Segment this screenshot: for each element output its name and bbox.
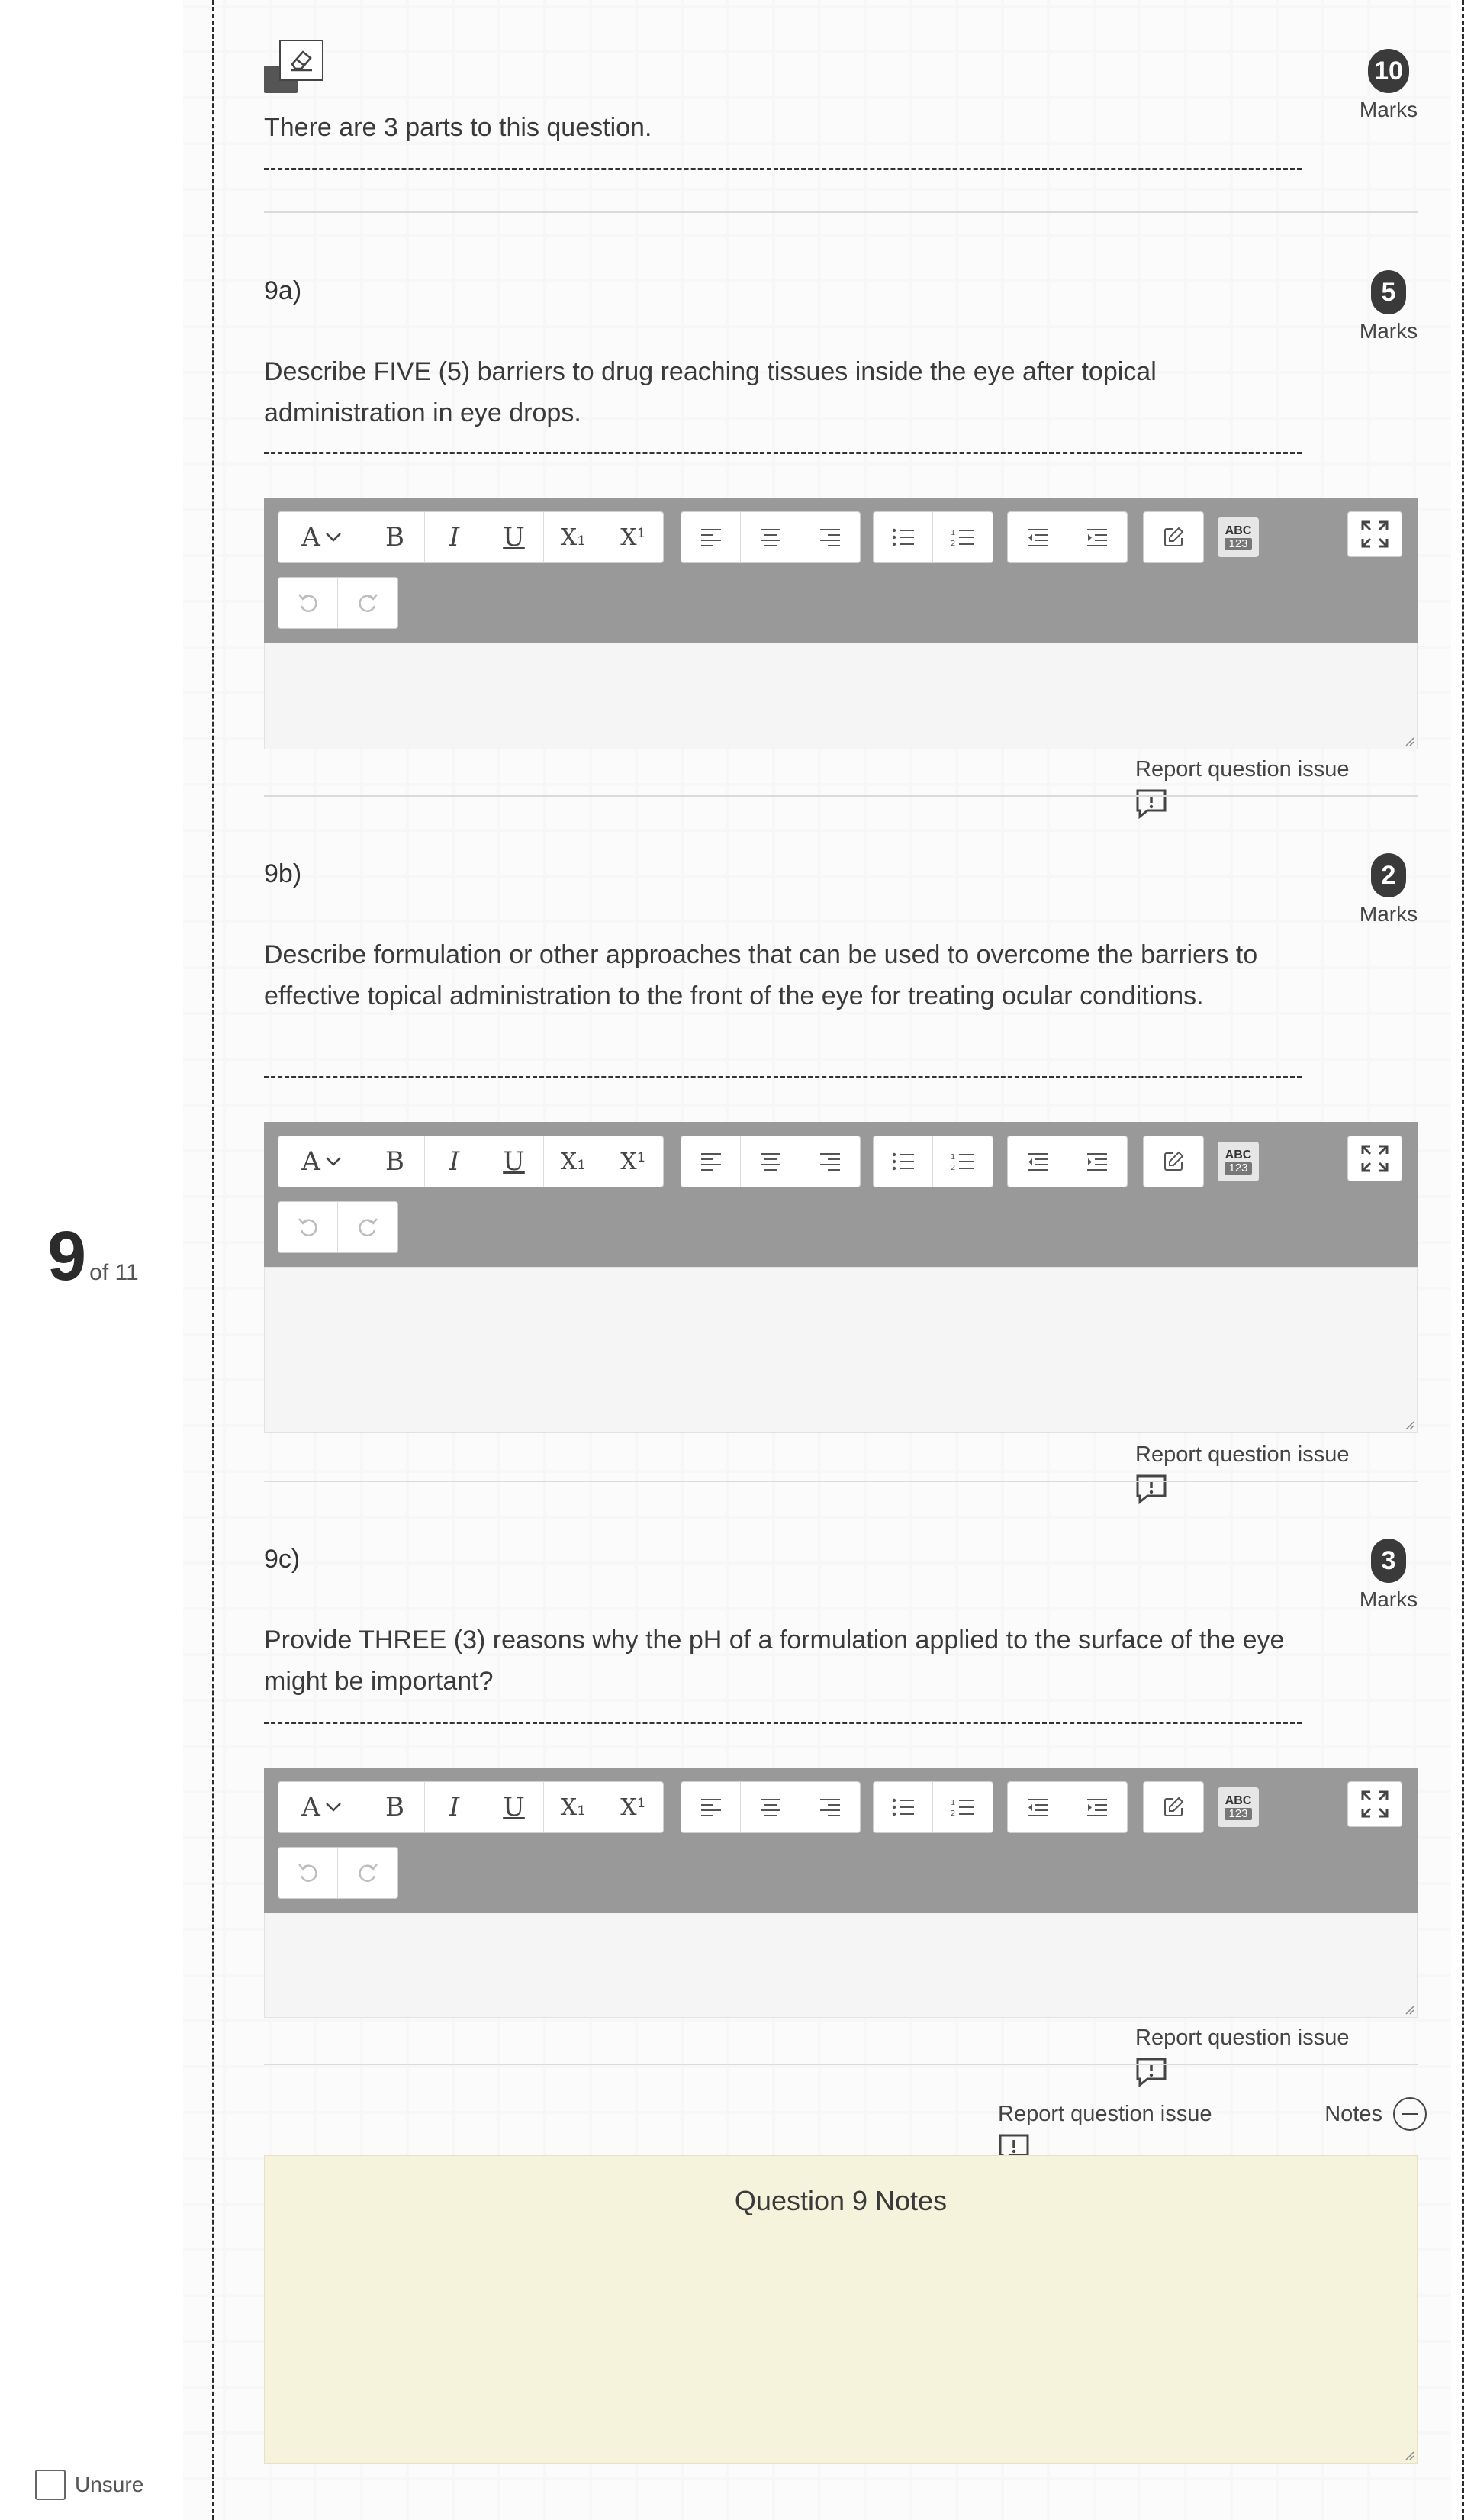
underline-button[interactable]: U (484, 1136, 544, 1187)
notes-toggle-label: Notes (1324, 2101, 1382, 2126)
bullet-list-icon (891, 527, 916, 547)
notes-title: Question 9 Notes (734, 2185, 948, 2216)
spellcheck-button[interactable] (1218, 517, 1259, 557)
dashed-rule (264, 1722, 1302, 1724)
report-issue-link[interactable] (1135, 1442, 1350, 1504)
font-label: A (301, 1146, 320, 1177)
indent-button[interactable] (1067, 1782, 1127, 1832)
undo-icon (297, 591, 320, 614)
align-left-button[interactable] (681, 1782, 741, 1832)
font-label: A (301, 1792, 320, 1822)
marks-label: Marks (1359, 1587, 1418, 1611)
question-notes-panel[interactable] (264, 2155, 1418, 2464)
align-right-button[interactable] (800, 1782, 860, 1832)
undo-button[interactable] (278, 578, 338, 628)
divider (264, 2064, 1418, 2065)
chevron-down-icon (325, 532, 342, 543)
indent-icon (1086, 1152, 1109, 1171)
outdent-button[interactable] (1008, 1136, 1067, 1187)
align-right-icon (819, 1797, 842, 1817)
draw-button[interactable] (1144, 1782, 1203, 1832)
align-right-button[interactable] (800, 1136, 860, 1187)
font-dropdown-button[interactable] (278, 512, 365, 562)
spellcheck-button[interactable] (1218, 1787, 1259, 1827)
fullscreen-icon (1360, 1789, 1390, 1819)
numbered-list-icon (951, 1152, 975, 1171)
fullscreen-button[interactable] (1347, 511, 1402, 557)
redo-button[interactable] (338, 1848, 397, 1898)
spellcheck-icon (1218, 1142, 1259, 1181)
list-group (873, 1781, 993, 1833)
svg-text:1: 1 (951, 1799, 956, 1807)
numbered-list-button[interactable] (933, 512, 993, 562)
spellcheck-top: ABC (1225, 1149, 1252, 1162)
indent-group (1007, 511, 1128, 563)
history-group (278, 1201, 398, 1253)
bold-button[interactable]: B (365, 1782, 425, 1832)
answer-textarea[interactable] (264, 1267, 1418, 1433)
part-label: 9c) (264, 1545, 301, 1574)
part-question-text: Provide THREE (3) reasons why the pH of a formulation applied to the surface of the eye might be important? (264, 1626, 1285, 1696)
bullet-list-icon (891, 1797, 916, 1817)
report-issue-icon (1135, 1474, 1167, 1504)
spellcheck-icon (1218, 517, 1259, 557)
chevron-down-icon (325, 1156, 342, 1167)
indent-icon (1086, 527, 1109, 547)
undo-icon (297, 1861, 320, 1884)
answer-editor (264, 498, 1418, 749)
part-marks (1358, 853, 1419, 926)
question-number: 9 (47, 1217, 84, 1295)
format-group (278, 1781, 664, 1833)
redo-icon (356, 591, 379, 614)
dashed-rule (264, 168, 1302, 170)
list-group (873, 1136, 993, 1187)
align-center-icon (759, 527, 782, 547)
chevron-down-icon (325, 1802, 342, 1813)
underline-button[interactable]: U (484, 1782, 544, 1832)
draw-group (1143, 1781, 1204, 1833)
editor-toolbar (264, 1768, 1418, 1913)
dashed-rule (264, 1076, 1302, 1078)
redo-icon (356, 1861, 379, 1884)
report-issue-label: Report question issue (1135, 2025, 1350, 2050)
report-issue-icon (1135, 2057, 1167, 2087)
question-total: of 11 (89, 1260, 139, 1285)
part-marks (1358, 270, 1419, 343)
list-group (873, 511, 993, 563)
outdent-button[interactable] (1008, 512, 1067, 562)
svg-text:2: 2 (951, 1164, 956, 1171)
svg-text:2: 2 (951, 1809, 956, 1817)
subscript-button[interactable]: X₁ (544, 512, 603, 562)
resize-grip-icon[interactable] (1403, 2449, 1415, 2461)
align-left-icon (700, 1797, 723, 1817)
align-right-button[interactable] (800, 512, 860, 562)
format-group (278, 511, 664, 563)
align-group (681, 1781, 861, 1833)
superscript-button[interactable]: X¹ (620, 524, 646, 551)
spellcheck-icon (1218, 1787, 1259, 1827)
report-issue-label: Report question issue (1135, 1442, 1350, 1467)
font-dropdown-button[interactable] (278, 1136, 365, 1187)
format-group (278, 1136, 664, 1187)
report-issue-label: Report question issue (1135, 757, 1350, 781)
undo-icon (297, 1216, 320, 1239)
indent-group (1007, 1136, 1128, 1187)
font-dropdown-button[interactable] (278, 1782, 365, 1832)
numbered-list-icon (951, 527, 975, 547)
align-right-icon (819, 527, 842, 547)
redo-button[interactable] (338, 1202, 397, 1252)
italic-button[interactable]: I (425, 512, 484, 562)
marks-badge: 2 (1371, 853, 1406, 897)
marks-label: Marks (1359, 319, 1418, 343)
bullet-list-icon (891, 1152, 916, 1171)
draw-group (1143, 511, 1204, 563)
redo-button[interactable] (338, 578, 397, 628)
editor-toolbar (264, 498, 1418, 643)
outdent-icon (1026, 1797, 1049, 1817)
svg-text:1: 1 (951, 1153, 956, 1162)
answer-editor (264, 1122, 1418, 1433)
eraser-icon[interactable] (264, 40, 328, 95)
part-question-text: Describe FIVE (5) barriers to drug reaching tissues inside the eye after topical administration in eye drops. (264, 357, 1157, 427)
report-question-issue-link[interactable] (998, 2102, 1212, 2164)
align-center-button[interactable] (741, 512, 800, 562)
align-center-button[interactable] (741, 1782, 800, 1832)
history-group (278, 577, 398, 629)
spellcheck-bottom: 123 (1225, 1162, 1251, 1175)
unsure-label: Unsure (75, 2473, 144, 2496)
numbered-list-button[interactable] (933, 1782, 993, 1832)
font-label: A (301, 522, 320, 553)
question-counter (47, 1217, 139, 1295)
collapse-icon[interactable] (1393, 2097, 1427, 2131)
resize-grip-icon[interactable] (1403, 2003, 1415, 2016)
italic-button[interactable]: I (425, 1782, 484, 1832)
edit-icon (1162, 1796, 1185, 1819)
italic-button[interactable]: I (425, 1136, 484, 1187)
fullscreen-button[interactable] (1347, 1781, 1402, 1827)
report-issue-link[interactable] (1135, 757, 1350, 819)
superscript-button[interactable]: X¹ (620, 1793, 646, 1821)
answer-textarea[interactable] (264, 1913, 1418, 2018)
draw-button[interactable] (1144, 1136, 1203, 1187)
unsure-toggle[interactable] (35, 2470, 143, 2500)
spellcheck-top: ABC (1225, 1794, 1252, 1807)
marks-label: Marks (1359, 902, 1418, 926)
align-left-button[interactable] (681, 512, 741, 562)
question-intro: There are 3 parts to this question. (264, 113, 652, 142)
bold-button[interactable]: B (365, 512, 425, 562)
draw-button[interactable] (1144, 512, 1203, 562)
outdent-button[interactable] (1008, 1782, 1067, 1832)
notes-toggle[interactable] (1324, 2097, 1427, 2131)
part-question-text: Describe formulation or other approaches that can be used to overcome the barriers to effective topical administration to the front of the eye for treating ocular conditions. (264, 940, 1258, 1010)
part-label: 9a) (264, 276, 302, 305)
bullet-list-button[interactable] (874, 1782, 933, 1832)
indent-icon (1086, 1797, 1109, 1817)
draw-group (1143, 1136, 1204, 1187)
svg-text:1: 1 (951, 529, 956, 537)
align-left-icon (700, 527, 723, 547)
report-issue-icon (1135, 788, 1167, 819)
outdent-icon (1026, 1152, 1049, 1171)
outdent-icon (1026, 527, 1049, 547)
underline-button[interactable]: U (484, 512, 544, 562)
report-issue-link[interactable] (1135, 2025, 1350, 2087)
fullscreen-button[interactable] (1347, 1136, 1402, 1181)
redo-icon (356, 1216, 379, 1239)
marks-badge: 5 (1371, 270, 1406, 314)
align-group (681, 511, 861, 563)
marks-label: Marks (1359, 98, 1418, 121)
report-issue-label: Report question issue (998, 2102, 1212, 2126)
undo-button[interactable] (278, 1202, 338, 1252)
align-left-icon (700, 1152, 723, 1171)
unsure-checkbox[interactable] (35, 2470, 66, 2500)
align-center-button[interactable] (741, 1136, 800, 1187)
divider (264, 211, 1418, 213)
editor-toolbar (264, 1122, 1418, 1267)
question-marks (1358, 49, 1419, 122)
svg-text:2: 2 (951, 540, 956, 547)
align-center-icon (759, 1797, 782, 1817)
marks-badge: 10 (1368, 49, 1409, 93)
subscript-button[interactable]: X₁ (544, 1136, 603, 1187)
spellcheck-bottom: 123 (1225, 1808, 1251, 1820)
undo-button[interactable] (278, 1848, 338, 1898)
bullet-list-button[interactable] (874, 512, 933, 562)
edit-icon (1162, 526, 1185, 549)
marks-badge: 3 (1371, 1539, 1406, 1583)
answer-editor (264, 1768, 1418, 2018)
part-marks (1358, 1539, 1419, 1612)
align-center-icon (759, 1152, 782, 1171)
bullet-list-button[interactable] (874, 1136, 933, 1187)
indent-group (1007, 1781, 1128, 1833)
numbered-list-icon (951, 1797, 975, 1817)
part-label: 9b) (264, 859, 302, 888)
spellcheck-bottom: 123 (1225, 538, 1251, 550)
align-group (681, 1136, 861, 1187)
divider (264, 795, 1418, 797)
fullscreen-icon (1360, 1143, 1390, 1174)
bold-button[interactable]: B (365, 1136, 425, 1187)
fullscreen-icon (1360, 519, 1390, 549)
edit-icon (1162, 1150, 1185, 1173)
subscript-button[interactable]: X₁ (544, 1782, 603, 1832)
resize-grip-icon[interactable] (1403, 735, 1415, 747)
margin-line-left (212, 0, 214, 2520)
spellcheck-top: ABC (1225, 524, 1252, 537)
spellcheck-button[interactable] (1218, 1142, 1259, 1181)
answer-textarea[interactable] (264, 643, 1418, 749)
align-left-button[interactable] (681, 1136, 741, 1187)
indent-button[interactable] (1067, 1136, 1127, 1187)
indent-button[interactable] (1067, 512, 1127, 562)
divider (264, 1481, 1418, 1482)
dashed-rule (264, 452, 1302, 454)
align-right-icon (819, 1152, 842, 1171)
resize-grip-icon[interactable] (1403, 1419, 1415, 1431)
superscript-button[interactable]: X¹ (620, 1148, 646, 1175)
numbered-list-button[interactable] (933, 1136, 993, 1187)
margin-line-right (1462, 0, 1464, 2520)
history-group (278, 1847, 398, 1899)
